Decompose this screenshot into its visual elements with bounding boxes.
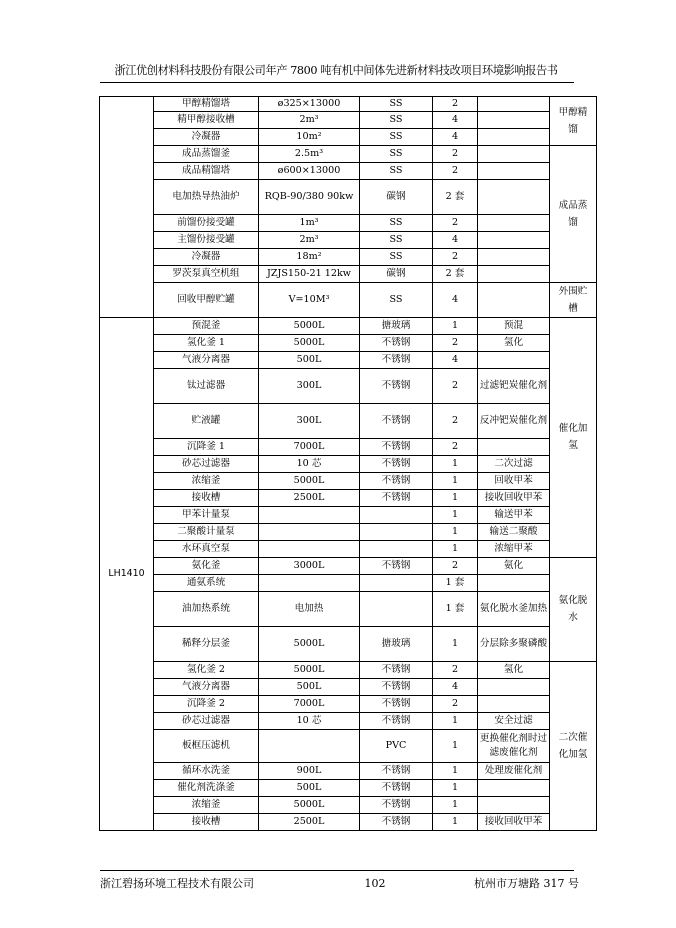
equipment-name: 氢化釜 2 bbox=[154, 661, 259, 678]
equipment-quantity: 2 套 bbox=[433, 265, 478, 282]
equipment-quantity: 1 bbox=[433, 472, 478, 489]
equipment-material: SS bbox=[360, 248, 433, 265]
equipment-spec: 500L bbox=[259, 678, 360, 695]
table-row bbox=[100, 214, 597, 231]
process-group-cell: 氨化脱水 bbox=[550, 557, 597, 661]
equipment-note: 输送二聚酸 bbox=[478, 523, 550, 540]
footer-company: 浙江碧扬环境工程技术有限公司 bbox=[100, 877, 254, 890]
equipment-material: SS bbox=[360, 282, 433, 317]
table-row bbox=[100, 334, 597, 351]
equipment-note: 氨化 bbox=[478, 557, 550, 574]
equipment-note: 分层除多聚磷酸 bbox=[478, 626, 550, 661]
table-row bbox=[100, 438, 597, 455]
equipment-name: 罗茨泵真空机组 bbox=[154, 265, 259, 282]
equipment-quantity: 2 bbox=[433, 334, 478, 351]
equipment-note: 浓缩甲苯 bbox=[478, 540, 550, 557]
equipment-material: 不锈钢 bbox=[360, 455, 433, 472]
table-row bbox=[100, 712, 597, 729]
equipment-note bbox=[478, 162, 550, 179]
table-row bbox=[100, 282, 597, 317]
equipment-name: 浓缩釜 bbox=[154, 472, 259, 489]
equipment-spec: 2m³ bbox=[259, 231, 360, 248]
equipment-spec: 5000L bbox=[259, 626, 360, 661]
equipment-material: 不锈钢 bbox=[360, 557, 433, 574]
equipment-spec: V=10M³ bbox=[259, 282, 360, 317]
equipment-material: SS bbox=[360, 111, 433, 128]
equipment-name: 氢化釜 1 bbox=[154, 334, 259, 351]
equipment-quantity: 1 套 bbox=[433, 574, 478, 591]
equipment-material: 碳钢 bbox=[360, 179, 433, 214]
table-row bbox=[100, 455, 597, 472]
equipment-spec: 5000L bbox=[259, 472, 360, 489]
equipment-quantity: 1 bbox=[433, 813, 478, 830]
equipment-quantity: 4 bbox=[433, 111, 478, 128]
equipment-material: 不锈钢 bbox=[360, 661, 433, 678]
table-row bbox=[100, 145, 597, 162]
equipment-note bbox=[478, 695, 550, 712]
equipment-note: 氢化 bbox=[478, 661, 550, 678]
equipment-material: 不锈钢 bbox=[360, 813, 433, 830]
equipment-spec: ø325×13000 bbox=[259, 97, 360, 112]
table-row bbox=[100, 128, 597, 145]
equipment-spec: 2500L bbox=[259, 489, 360, 506]
equipment-name: 砂芯过滤器 bbox=[154, 455, 259, 472]
table-row bbox=[100, 557, 597, 574]
table-row bbox=[100, 97, 597, 112]
equipment-spec bbox=[259, 506, 360, 523]
equipment-spec: JZJS150-21 12kw bbox=[259, 265, 360, 282]
equipment-note bbox=[478, 678, 550, 695]
equipment-material: SS bbox=[360, 97, 433, 112]
equipment-name: 主馏份接受罐 bbox=[154, 231, 259, 248]
equipment-material: 不锈钢 bbox=[360, 779, 433, 796]
table-row bbox=[100, 591, 597, 626]
equipment-material bbox=[360, 506, 433, 523]
equipment-quantity: 4 bbox=[433, 351, 478, 368]
equipment-name: 催化剂洗涤釜 bbox=[154, 779, 259, 796]
equipment-spec: 2500L bbox=[259, 813, 360, 830]
equipment-name: 精甲醇接收槽 bbox=[154, 111, 259, 128]
equipment-name: 通氨系统 bbox=[154, 574, 259, 591]
equipment-spec bbox=[259, 729, 360, 762]
equipment-name: 二聚酸计量泵 bbox=[154, 523, 259, 540]
equipment-name: 接收槽 bbox=[154, 489, 259, 506]
equipment-name: 前馏份接受罐 bbox=[154, 214, 259, 231]
equipment-name: 贮液罐 bbox=[154, 403, 259, 438]
equipment-name: 成品精馏塔 bbox=[154, 162, 259, 179]
equipment-spec: 1m³ bbox=[259, 214, 360, 231]
equipment-note: 接收回收甲苯 bbox=[478, 489, 550, 506]
process-group-cell: 催化加氢 bbox=[550, 317, 597, 557]
equipment-spec: 7000L bbox=[259, 438, 360, 455]
equipment-spec: 5000L bbox=[259, 317, 360, 334]
equipment-quantity: 2 bbox=[433, 695, 478, 712]
equipment-note: 预混 bbox=[478, 317, 550, 334]
equipment-note bbox=[478, 796, 550, 813]
equipment-material: 不锈钢 bbox=[360, 368, 433, 403]
product-cell bbox=[100, 97, 154, 318]
process-group-cell: 外围贮槽 bbox=[550, 282, 597, 317]
table-row bbox=[100, 489, 597, 506]
equipment-note bbox=[478, 574, 550, 591]
equipment-material: 不锈钢 bbox=[360, 712, 433, 729]
equipment-quantity: 2 套 bbox=[433, 179, 478, 214]
equipment-quantity: 2 bbox=[433, 162, 478, 179]
equipment-note bbox=[478, 265, 550, 282]
equipment-quantity: 1 bbox=[433, 626, 478, 661]
table-row bbox=[100, 523, 597, 540]
table-row bbox=[100, 506, 597, 523]
equipment-material: 不锈钢 bbox=[360, 351, 433, 368]
equipment-note bbox=[478, 179, 550, 214]
equipment-note: 过滤钯炭催化剂 bbox=[478, 368, 550, 403]
header-divider bbox=[100, 82, 574, 83]
equipment-spec bbox=[259, 574, 360, 591]
table-row bbox=[100, 729, 597, 762]
equipment-material: 不锈钢 bbox=[360, 489, 433, 506]
equipment-note: 氢化 bbox=[478, 334, 550, 351]
equipment-quantity: 1 bbox=[433, 523, 478, 540]
equipment-note bbox=[478, 97, 550, 112]
table-row bbox=[100, 813, 597, 830]
equipment-material: 不锈钢 bbox=[360, 438, 433, 455]
equipment-spec: 3000L bbox=[259, 557, 360, 574]
equipment-quantity: 4 bbox=[433, 128, 478, 145]
equipment-name: 气液分离器 bbox=[154, 351, 259, 368]
table-row bbox=[100, 661, 597, 678]
table-row bbox=[100, 762, 597, 779]
equipment-name: 冷凝器 bbox=[154, 128, 259, 145]
equipment-quantity: 4 bbox=[433, 231, 478, 248]
equipment-name: 回收甲醇贮罐 bbox=[154, 282, 259, 317]
equipment-note: 回收甲苯 bbox=[478, 472, 550, 489]
equipment-name: 稀释分层釜 bbox=[154, 626, 259, 661]
equipment-spec: 5000L bbox=[259, 334, 360, 351]
equipment-spec: 7000L bbox=[259, 695, 360, 712]
table-row bbox=[100, 368, 597, 403]
equipment-material: 不锈钢 bbox=[360, 796, 433, 813]
table-row bbox=[100, 162, 597, 179]
table-row bbox=[100, 111, 597, 128]
equipment-note: 处理废催化剂 bbox=[478, 762, 550, 779]
equipment-quantity: 1 bbox=[433, 796, 478, 813]
equipment-name: 油加热系统 bbox=[154, 591, 259, 626]
page-header-title: 浙江优创材料科技股份有限公司年产 7800 吨有机中间体先进新材料技改项目环境影响报告书 bbox=[114, 64, 558, 77]
equipment-quantity: 2 bbox=[433, 248, 478, 265]
equipment-quantity: 4 bbox=[433, 678, 478, 695]
equipment-material: SS bbox=[360, 231, 433, 248]
equipment-material: 不锈钢 bbox=[360, 472, 433, 489]
equipment-quantity: 1 bbox=[433, 712, 478, 729]
equipment-note: 更换催化剂时过滤废催化剂 bbox=[478, 729, 550, 762]
equipment-spec: 电加热 bbox=[259, 591, 360, 626]
equipment-spec: 900L bbox=[259, 762, 360, 779]
equipment-spec: 2m³ bbox=[259, 111, 360, 128]
equipment-name: 氨化釜 bbox=[154, 557, 259, 574]
equipment-name: 电加热导热油炉 bbox=[154, 179, 259, 214]
equipment-quantity: 2 bbox=[433, 403, 478, 438]
table-row bbox=[100, 574, 597, 591]
equipment-quantity: 2 bbox=[433, 557, 478, 574]
equipment-spec: 18m² bbox=[259, 248, 360, 265]
table-row bbox=[100, 779, 597, 796]
equipment-name: 甲苯计量泵 bbox=[154, 506, 259, 523]
equipment-name: 预混釜 bbox=[154, 317, 259, 334]
equipment-note bbox=[478, 779, 550, 796]
equipment-spec: 300L bbox=[259, 368, 360, 403]
equipment-spec: 10 芯 bbox=[259, 455, 360, 472]
equipment-quantity: 1 bbox=[433, 779, 478, 796]
equipment-material: 碳钢 bbox=[360, 265, 433, 282]
table-row bbox=[100, 540, 597, 557]
equipment-material: 不锈钢 bbox=[360, 403, 433, 438]
equipment-material: SS bbox=[360, 162, 433, 179]
equipment-material: 不锈钢 bbox=[360, 678, 433, 695]
equipment-quantity: 4 bbox=[433, 282, 478, 317]
equipment-spec: 10m² bbox=[259, 128, 360, 145]
equipment-note: 接收回收甲苯 bbox=[478, 813, 550, 830]
equipment-quantity: 1 bbox=[433, 540, 478, 557]
table-row bbox=[100, 472, 597, 489]
equipment-table-body bbox=[100, 97, 597, 831]
equipment-material: 不锈钢 bbox=[360, 695, 433, 712]
equipment-spec bbox=[259, 540, 360, 557]
equipment-quantity: 2 bbox=[433, 661, 478, 678]
table-row bbox=[100, 351, 597, 368]
equipment-note: 二次过滤 bbox=[478, 455, 550, 472]
equipment-note bbox=[478, 145, 550, 162]
table-row bbox=[100, 179, 597, 214]
equipment-spec: 500L bbox=[259, 351, 360, 368]
equipment-note: 输送甲苯 bbox=[478, 506, 550, 523]
equipment-name: 甲醇精馏塔 bbox=[154, 97, 259, 112]
table-row bbox=[100, 403, 597, 438]
equipment-name: 钛过滤器 bbox=[154, 368, 259, 403]
equipment-name: 成品蒸馏釜 bbox=[154, 145, 259, 162]
table-row bbox=[100, 248, 597, 265]
table-row bbox=[100, 695, 597, 712]
equipment-spec: RQB-90/380 90kw bbox=[259, 179, 360, 214]
equipment-note bbox=[478, 282, 550, 317]
equipment-note: 氨化脱水釜加热 bbox=[478, 591, 550, 626]
equipment-quantity: 2 bbox=[433, 438, 478, 455]
process-group-cell: 甲醇精馏 bbox=[550, 97, 597, 146]
equipment-material: PVC bbox=[360, 729, 433, 762]
equipment-name: 沉降釜 1 bbox=[154, 438, 259, 455]
equipment-spec: 2.5m³ bbox=[259, 145, 360, 162]
equipment-quantity: 1 套 bbox=[433, 591, 478, 626]
equipment-material: 搪玻璃 bbox=[360, 626, 433, 661]
equipment-material bbox=[360, 591, 433, 626]
equipment-note bbox=[478, 231, 550, 248]
equipment-material bbox=[360, 574, 433, 591]
equipment-note: 反冲钯炭催化剂 bbox=[478, 403, 550, 438]
equipment-quantity: 1 bbox=[433, 455, 478, 472]
equipment-quantity: 1 bbox=[433, 317, 478, 334]
equipment-quantity: 1 bbox=[433, 762, 478, 779]
equipment-note bbox=[478, 214, 550, 231]
table-row bbox=[100, 317, 597, 334]
product-cell: LH1410 bbox=[100, 317, 154, 830]
equipment-spec: ø600×13000 bbox=[259, 162, 360, 179]
process-group-cell: 成品蒸馏 bbox=[550, 145, 597, 282]
equipment-material: 不锈钢 bbox=[360, 762, 433, 779]
table-row bbox=[100, 678, 597, 695]
equipment-quantity: 2 bbox=[433, 145, 478, 162]
equipment-material bbox=[360, 540, 433, 557]
equipment-spec: 5000L bbox=[259, 661, 360, 678]
equipment-name: 水环真空泵 bbox=[154, 540, 259, 557]
equipment-name: 浓缩釜 bbox=[154, 796, 259, 813]
equipment-spec bbox=[259, 523, 360, 540]
equipment-name: 气液分离器 bbox=[154, 678, 259, 695]
equipment-name: 冷凝器 bbox=[154, 248, 259, 265]
table-row bbox=[100, 231, 597, 248]
equipment-quantity: 1 bbox=[433, 489, 478, 506]
equipment-note bbox=[478, 351, 550, 368]
table-row bbox=[100, 626, 597, 661]
equipment-quantity: 2 bbox=[433, 368, 478, 403]
equipment-material: 搪玻璃 bbox=[360, 317, 433, 334]
equipment-name: 沉降釜 2 bbox=[154, 695, 259, 712]
equipment-material: SS bbox=[360, 214, 433, 231]
equipment-name: 板框压滤机 bbox=[154, 729, 259, 762]
equipment-material: 不锈钢 bbox=[360, 334, 433, 351]
equipment-quantity: 1 bbox=[433, 729, 478, 762]
equipment-spec: 10 芯 bbox=[259, 712, 360, 729]
equipment-name: 接收槽 bbox=[154, 813, 259, 830]
equipment-name: 砂芯过滤器 bbox=[154, 712, 259, 729]
equipment-material bbox=[360, 523, 433, 540]
equipment-table bbox=[99, 96, 597, 831]
equipment-spec: 5000L bbox=[259, 796, 360, 813]
equipment-name: 循环水洗釜 bbox=[154, 762, 259, 779]
equipment-note bbox=[478, 248, 550, 265]
footer-address: 杭州市万塘路 317 号 bbox=[474, 877, 579, 890]
table-row bbox=[100, 796, 597, 813]
equipment-note: 安全过滤 bbox=[478, 712, 550, 729]
equipment-spec: 500L bbox=[259, 779, 360, 796]
footer-divider bbox=[100, 870, 574, 871]
equipment-spec: 300L bbox=[259, 403, 360, 438]
process-group-cell: 二次催化加氢 bbox=[550, 661, 597, 830]
equipment-material: SS bbox=[360, 145, 433, 162]
footer-page-number: 102 bbox=[364, 877, 386, 890]
equipment-note bbox=[478, 111, 550, 128]
equipment-quantity: 2 bbox=[433, 214, 478, 231]
equipment-note bbox=[478, 128, 550, 145]
equipment-material: SS bbox=[360, 128, 433, 145]
equipment-quantity: 1 bbox=[433, 506, 478, 523]
equipment-note bbox=[478, 438, 550, 455]
table-row bbox=[100, 265, 597, 282]
equipment-quantity: 2 bbox=[433, 97, 478, 112]
